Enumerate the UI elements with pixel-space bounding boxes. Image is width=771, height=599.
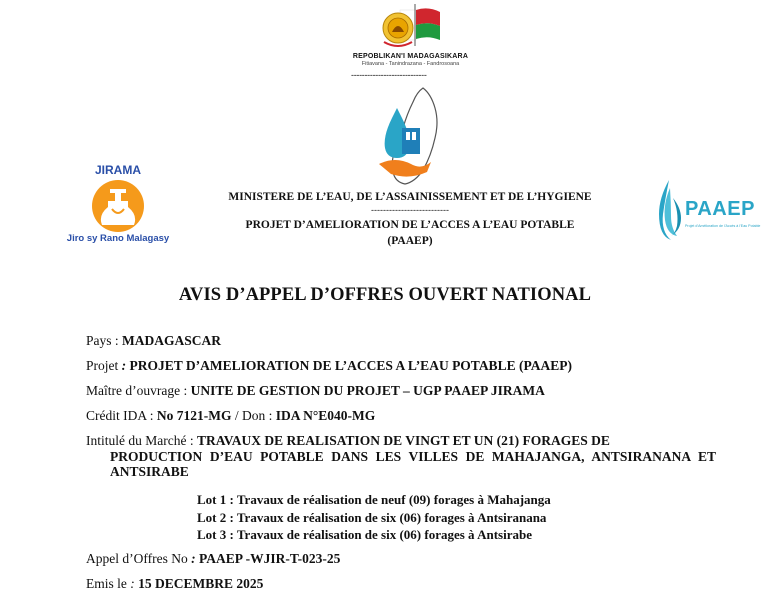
market-value-line2: PRODUCTION D’EAU POTABLE DANS LES VILLES DE MAHAJANGA, ANTSIRANANA ET ANTSIRABE xyxy=(110,449,716,479)
country-label: Pays : xyxy=(86,333,123,348)
project-field xyxy=(86,358,572,374)
lot-item: Lot 2 : Travaux de réalisation de six (06) forages à Antsiranana xyxy=(197,510,547,525)
credit-value: No 7121-MG xyxy=(156,408,232,423)
credit-label: Crédit IDA : xyxy=(86,408,157,423)
project-colon: : xyxy=(121,358,130,373)
owner-value: UNITE DE GESTION DU PROJET – UGP PAAEP JIRAMA xyxy=(190,383,545,398)
header-separator: -------------------------- xyxy=(371,205,449,215)
don-label: / Don : xyxy=(231,408,276,423)
republic-motto: Fitiavana - Tanindrazana - Fandrosoana xyxy=(361,61,460,67)
lot-item: Lot 3 : Travaux de réalisation de six (06) forages à Antsirabe xyxy=(197,527,532,542)
paaep-logo xyxy=(655,174,759,246)
paaep-subtitle: Projet d'Amélioration de l'Accès à l'Eau Potable xyxy=(685,224,761,228)
owner-field xyxy=(86,383,545,399)
tender-label: Appel d’Offres No xyxy=(86,551,192,566)
project-abbreviation: (PAAEP) xyxy=(387,235,433,247)
jirama-motto: Jiro sy Rano Malagasy xyxy=(66,233,170,244)
market-field xyxy=(86,433,716,448)
issue-date-label: Emis le xyxy=(86,576,131,591)
market-value-line1: TRAVAUX DE REALISATION DE VINGT ET UN (21) FORAGES DE xyxy=(196,433,610,448)
issue-date-field xyxy=(86,576,263,592)
project-label: Projet xyxy=(86,358,122,373)
coat-of-arms-icon xyxy=(378,2,444,52)
republic-seal xyxy=(343,2,478,80)
country-field xyxy=(86,333,221,349)
paaep-name: PAAEP xyxy=(685,198,755,220)
ministry-title: MINISTERE DE L’EAU, DE L’ASSAINISSEMENT ET DE L’HYGIENE xyxy=(228,191,592,203)
project-title: PROJET D’AMELIORATION DE L’ACCES A L’EAU POTABLE xyxy=(245,219,575,231)
jirama-name: JIRAMA xyxy=(94,163,141,177)
issue-date-colon: : xyxy=(130,576,139,591)
owner-label: Maître d’ouvrage : xyxy=(86,383,191,398)
tender-value: PAAEP -WJIR-T-023-25 xyxy=(198,551,341,566)
tender-colon: : xyxy=(191,551,199,566)
credit-field xyxy=(86,408,375,424)
ministry-emblem xyxy=(365,84,450,187)
seal-separator: ---------------------------- xyxy=(351,70,427,80)
republic-name: REPOBLIKAN'I MADAGASIKARA xyxy=(352,53,469,60)
issue-date-value: 15 DECEMBRE 2025 xyxy=(138,576,264,591)
don-value: IDA N°E040-MG xyxy=(275,408,376,423)
lot-item: Lot 1 : Travaux de réalisation de neuf (09) forages à Mahajanga xyxy=(197,492,551,507)
madagascar-water-icon xyxy=(365,84,450,187)
country-value: MADAGASCAR xyxy=(122,333,222,348)
jirama-emblem-icon xyxy=(82,179,154,233)
notice-title: AVIS D’APPEL D’OFFRES OUVERT NATIONAL xyxy=(178,285,592,305)
market-label: Intitulé du Marché : xyxy=(86,433,197,448)
project-value: PROJET D’AMELIORATION DE L’ACCES A L’EAU POTABLE (PAAEP) xyxy=(129,358,572,373)
tender-number-field xyxy=(86,551,340,567)
